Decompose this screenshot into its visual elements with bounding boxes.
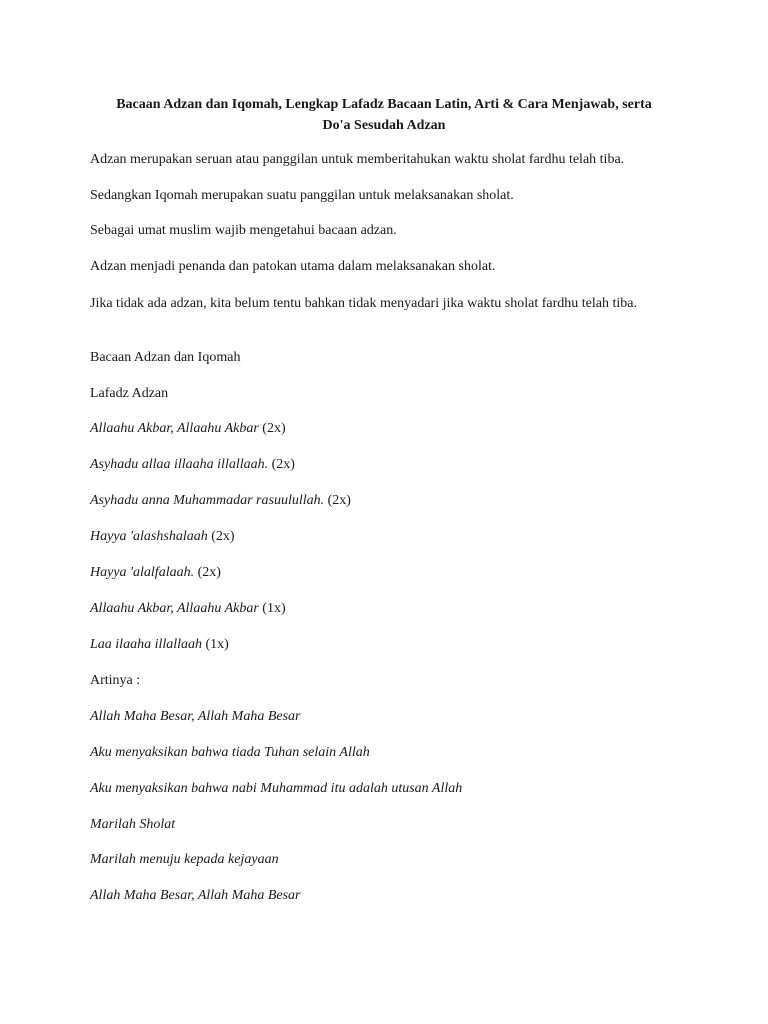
lafadz-text: Asyhadu allaa illaaha illallaah. <box>90 457 269 472</box>
lafadz-text: Hayya 'alashshalaah <box>90 529 208 544</box>
artinya-label: Artinya : <box>90 673 141 688</box>
artinya-line: Marilah menuju kepada kejayaan <box>90 852 279 867</box>
lafadz-line <box>90 456 680 473</box>
lafadz-text: Allaahu Akbar, Allaahu Akbar <box>90 421 259 436</box>
lafadz-count: (1x) <box>202 637 229 652</box>
artinya-line: Aku menyaksikan bahwa nabi Muhammad itu adalah utusan Allah <box>90 781 463 796</box>
lafadz-line <box>90 600 680 617</box>
lafadz-line <box>90 528 680 545</box>
lafadz-text: Hayya 'alalfalaah. <box>90 565 195 580</box>
artinya-line: Allah Maha Besar, Allah Maha Besar <box>90 888 301 903</box>
artinya-line: Allah Maha Besar, Allah Maha Besar <box>90 709 301 724</box>
lafadz-count: (2x) <box>268 457 295 472</box>
lafadz-subheading: Lafadz Adzan <box>90 386 169 401</box>
lafadz-text: Laa ilaaha illallaah <box>90 637 203 652</box>
lafadz-count: (2x) <box>194 565 221 580</box>
section-heading: Bacaan Adzan dan Iqomah <box>90 350 241 365</box>
artinya-line: Marilah Sholat <box>90 817 176 832</box>
lafadz-count: (1x) <box>258 601 286 616</box>
title-line-1: Bacaan Adzan dan Iqomah, Lengkap Lafadz Bacaan Latin, Arti & Cara Menjawab, serta <box>116 97 652 112</box>
lafadz-text: Asyhadu anna Muhammadar rasuulullah. <box>90 493 325 508</box>
intro-paragraph-1: Adzan merupakan seruan atau panggilan untuk memberitahukan waktu sholat fardhu telah tiba. <box>90 152 625 167</box>
intro-paragraph-2: Sedangkan Iqomah merupakan suatu panggilan untuk melaksanakan sholat. <box>90 188 514 203</box>
intro-paragraph-3: Sebagai umat muslim wajib mengetahui bacaan adzan. <box>90 223 397 238</box>
lafadz-count: (2x) <box>324 493 351 508</box>
title-line-2: Do'a Sesudah Adzan <box>322 118 446 133</box>
lafadz-line <box>90 636 680 653</box>
artinya-line: Aku menyaksikan bahwa tiada Tuhan selain Allah <box>90 745 370 760</box>
lafadz-text: Allaahu Akbar, Allaahu Akbar <box>90 601 259 616</box>
lafadz-line <box>90 492 680 509</box>
intro-paragraph-4: Adzan menjadi penanda dan patokan utama dalam melaksanakan sholat. <box>90 259 496 274</box>
document-title <box>80 94 688 136</box>
lafadz-count: (2x) <box>258 421 286 436</box>
lafadz-count: (2x) <box>207 529 235 544</box>
lafadz-line <box>90 420 680 437</box>
intro-paragraph-5: Jika tidak ada adzan, kita belum tentu bahkan tidak menyadari jika waktu sholat fardhu telah tiba. <box>90 296 637 311</box>
lafadz-line <box>90 564 680 581</box>
